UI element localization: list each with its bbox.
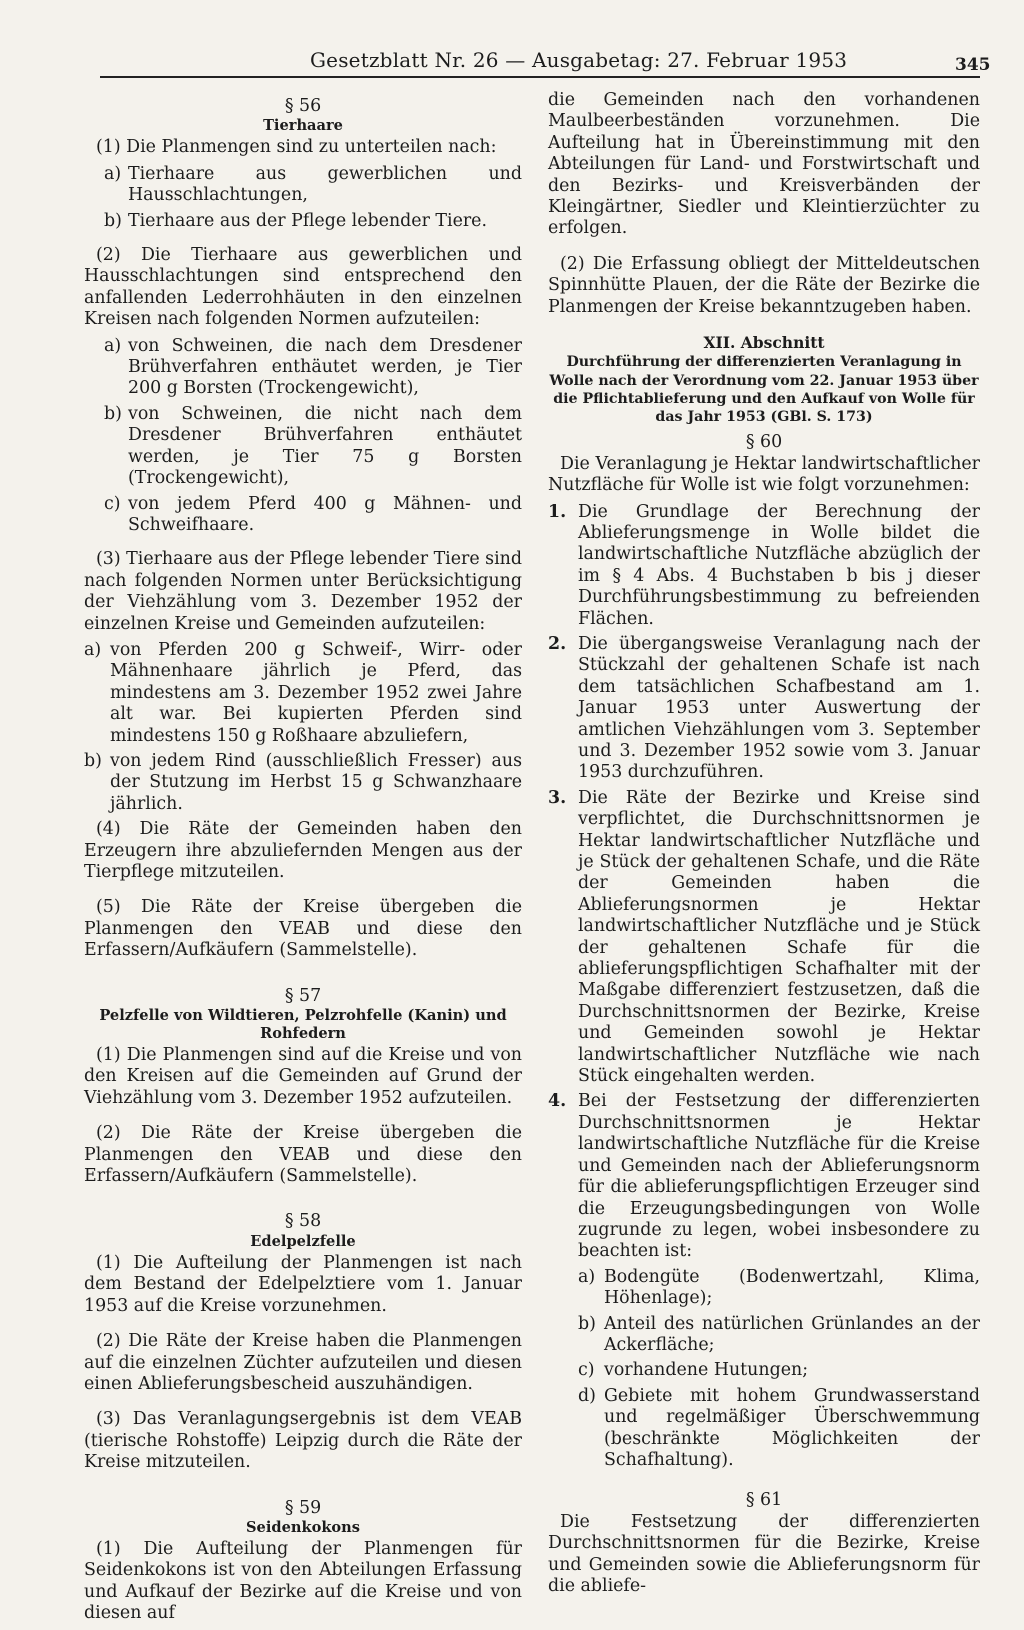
- list-item: [84, 494, 522, 537]
- section-56-title: Tierhaare: [263, 117, 343, 135]
- list-item-label: b): [578, 1313, 596, 1334]
- list-item-label: a): [578, 1266, 596, 1287]
- header-rule: [100, 76, 980, 78]
- list-item-text: Tierhaare aus der Pflege lebender Tiere.: [128, 210, 487, 231]
- page-number: 345: [955, 55, 991, 75]
- section-59-continuation: die Gemeinden nach den vorhandenen Maulbeerbeständen vorzunehmen. Die Aufteilung hat in Übereinstimmung mit den Abteilungen für Land- und Forstwirtschaft und den Bezirks- und Kreisverbänden der Kleingärtner, Siedler und Kleintierzüchter zu erfolgen.: [548, 90, 980, 239]
- section-56-number: § 56: [284, 96, 322, 116]
- list-item-label: b): [104, 210, 122, 231]
- list-item: [548, 1267, 980, 1310]
- section-61-para-1: Die Festsetzung der differenzierten Durchschnittsnormen für die Bezirke, Kreise und Gemeinden sowie die Ablieferungsnorm für die abliefe-: [548, 1511, 980, 1596]
- section-59-para-1: (1) Die Aufteilung der Planmengen für Seidenkokons ist von den Abteilungen Erfassung und Aufkauf der Bezirke auf die Kreise und von diesen auf: [84, 1538, 522, 1624]
- list-item-text: Die Grundlage der Berechnung der Ablieferungsmenge in Wolle bildet die landwirtschaftliche Nutzfläche abzüglich der im § 4 Abs. 4 Buchstaben b bis j dieser Durchführungsbestimmung zu befreienden Flächen.: [578, 501, 980, 629]
- section-61-number: § 61: [745, 1490, 783, 1511]
- section-56-para-2: (2) Die Tierhaare aus gewerblichen und Hausschlachtungen sind entsprechend den anfallenden Lederrohhäuten in den einzelnen Kreisen nach folgenden Normen aufzuteilen:: [84, 245, 522, 330]
- list-item: [548, 788, 980, 1088]
- section-56-para-3: (3) Tierhaare aus der Pflege lebender Tiere sind nach folgenden Normen unter Berücksichtigung der Viehzählung vom 3. Dezember 1952 der einzelnen Kreise und Gemeinden aufzuteilen:: [84, 549, 522, 634]
- list-item-label: c): [104, 493, 121, 514]
- list-item: [84, 751, 522, 815]
- list-item-label: 1.: [548, 501, 567, 522]
- right-column: [548, 90, 980, 1602]
- section-60-number: § 60: [745, 432, 783, 453]
- section-57-para-1: (1) Die Planmengen sind auf die Kreise und von den Kreisen auf die Gemeinden auf Grund der Viehzählung vom 3. Dezember 1952 aufzuteilen.: [84, 1045, 522, 1108]
- left-column: [84, 90, 522, 1630]
- list-item-text: von Pferden 200 g Schweif-, Wirr- oder Mähnenhaare jährlich je Pferd, das mindestens am 3. Dezember 1952 zwei Jahre alt war. Bei kupierten Pferden sind mindestens 150 g Roßhaare abzuliefern,: [110, 639, 522, 746]
- section-59-number: § 59: [284, 1497, 322, 1518]
- list-item-text: von Schweinen, die nicht nach dem Dresdener Brühverfahren enthäutet werden, je Tier 75 g Borsten (Trockengewicht),: [128, 403, 522, 489]
- list-item-label: a): [104, 335, 122, 356]
- section-56-para-5: (5) Die Räte der Kreise übergeben die Planmengen den VEAB und diese den Erfassern/Aufkäufern (Sammelstelle).: [84, 897, 522, 961]
- section-56-para-4: (4) Die Räte der Gemeinden haben den Erzeugern ihre abzuliefernden Mengen aus der Tierpflege mitzuteilen.: [84, 819, 522, 882]
- section-56-para-1: (1) Die Planmengen sind zu unterteilen nach:: [96, 137, 497, 158]
- list-item: [84, 404, 522, 490]
- section-59-para-2: (2) Die Erfassung obliegt der Mitteldeutschen Spinnhütte Plauen, der die Räte der Bezirke die Planmengen der Kreise bekanntzugeben haben.: [548, 253, 980, 317]
- list-item-label: b): [84, 750, 102, 771]
- list-item-text: Bodengüte (Bodenwertzahl, Klima, Höhenlage);: [604, 1266, 980, 1309]
- section-60-intro: Die Veranlagung je Hektar landwirtschaftlicher Nutzfläche für Wolle ist wie folgt vorzunehmen:: [548, 453, 980, 496]
- list-item-label: a): [104, 163, 122, 184]
- list-item-text: Gebiete mit hohem Grundwasserstand und regelmäßiger Überschwemmung (beschränkte Möglichkeiten der Schafhaltung).: [604, 1385, 980, 1470]
- section-57-number: § 57: [284, 985, 322, 1006]
- list-item-label: a): [84, 639, 102, 660]
- list-item: [548, 1314, 980, 1357]
- section-57-para-2: (2) Die Räte der Kreise übergeben die Planmengen den VEAB und diese den Erfassern/Aufkäufern (Sammelstelle).: [84, 1123, 522, 1187]
- list-item: [84, 211, 522, 232]
- section-58-number: § 58: [284, 1211, 322, 1232]
- list-item-label: b): [104, 403, 122, 424]
- section-58-para-3: (3) Das Veranlagungsergebnis ist dem VEAB (tierische Rohstoffe) Leipzig durch die Räte der Kreise mitzuteilen.: [84, 1409, 522, 1473]
- list-item-label: d): [578, 1385, 596, 1406]
- section-58-title: Edelpelzfelle: [250, 1232, 356, 1250]
- section-59-title: Seidenkokons: [246, 1518, 360, 1536]
- abschnitt-heading: XII. Abschnitt: [703, 333, 825, 353]
- list-item: [84, 640, 522, 747]
- list-item: [84, 164, 522, 207]
- section-57-title: Pelzfelle von Wildtieren, Pelzrohfelle (Kanin) und Rohfedern: [99, 1007, 507, 1043]
- list-item: [548, 1360, 980, 1381]
- list-item-label: 4.: [548, 1091, 567, 1112]
- list-item-label: 3.: [548, 787, 567, 808]
- abschnitt-title: Durchführung der differenzierten Veranlagung in Wolle nach der Verordnung vom 22. Januar 1953 über die Pflichtablieferung und den Aufkauf von Wolle für das Jahr 1953 (GBl. S. 173): [549, 354, 979, 426]
- page-header: [0, 0, 1024, 80]
- list-item-text: von jedem Pferd 400 g Mähnen- und Schweifhaare.: [128, 493, 522, 535]
- list-item-text: von jedem Rind (ausschließlich Fresser) aus der Stutzung im Herbst 15 g Schwanzhaare jährlich.: [110, 750, 522, 814]
- list-item-text: Anteil des natürlichen Grünlandes an der Ackerfläche;: [604, 1313, 980, 1355]
- list-item: [548, 634, 980, 784]
- list-item-text: Die Räte der Bezirke und Kreise sind verpflichtet, die Durchschnittsnormen je Hektar landwirtschaftlicher Nutzfläche und je Stück der gehaltenen Schafe, und die Räte der Gemeinden haben die Ablieferungsnormen je Hektar landwirtschaftlicher Nutzfläche und je Stück der gehaltenen Schafe für die ablieferungspflichtigen Schafhalter mit der Maßgabe differenziert festzusetzen, daß die Durchschnittsnormen der Bezirke, Kreise und Gemeinden sowohl je Hektar landwirtschaftlicher Nutzfläche wie nach Stück eingehalten werden.: [578, 787, 980, 1087]
- list-item: [548, 502, 980, 630]
- list-item-text: von Schweinen, die nach dem Dresdener Brühverfahren enthäutet werden, je Tier 200 g Borsten (Trockengewicht),: [128, 335, 522, 399]
- list-item-label: c): [578, 1360, 595, 1381]
- list-item-text: vorhandene Hutungen;: [604, 1360, 809, 1381]
- list-item: [548, 1386, 980, 1472]
- header-title: Gesetzblatt Nr. 26 — Ausgabetag: 27. Februar 1953: [310, 48, 848, 72]
- list-item-text: Bei der Festsetzung der differenzierten Durchschnittsnormen je Hektar landwirtschaftliche Nutzfläche für die Kreise und Gemeinden nach der Ablieferungsnorm für die ablieferungspflichtigen Erzeuger sind die Erzeugungsbedingungen von Wolle zugrunde zu legen, wobei insbesondere zu beachten ist:: [578, 1091, 980, 1262]
- section-58-para-1: (1) Die Aufteilung der Planmengen ist nach dem Bestand der Edelpelztiere vom 1. Januar 1953 auf die Kreise vorzunehmen.: [84, 1252, 522, 1316]
- list-item-text: Die übergangsweise Veranlagung nach der Stückzahl der gehaltenen Schafe ist nach dem tatsächlichen Schafbestand am 1. Januar 1953 unter Auswertung der amtlichen Viehzählungen vom 3. September und 3. Dezember 1952 sowie vom 3. Januar 1953 durchzuführen.: [578, 633, 980, 783]
- section-58-para-2: (2) Die Räte der Kreise haben die Planmengen auf die einzelnen Züchter aufzuteilen und diesen einen Ablieferungsbescheid auszuhändigen.: [84, 1331, 522, 1394]
- list-item: [548, 1091, 980, 1262]
- list-item-text: Tierhaare aus gewerblichen und Hausschlachtungen,: [128, 163, 522, 206]
- list-item: [84, 336, 522, 400]
- list-item-label: 2.: [548, 633, 567, 654]
